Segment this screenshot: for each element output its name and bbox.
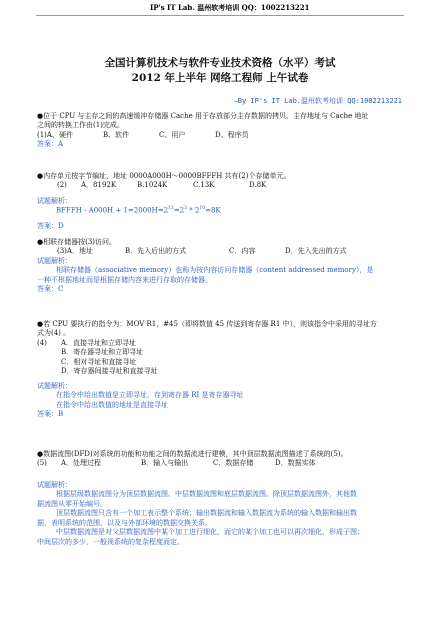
q3-options: [37, 247, 407, 256]
q4-option-a: A．直接寻址和立即寻址: [61, 338, 137, 347]
q1-options: [37, 131, 407, 140]
q5-option-a: A．处理过程: [61, 459, 102, 468]
q4-stem-line1: ●若 CPU 要执行的指令为：MOV R1，#45（即将数值 45 传送到寄存器 R1 中），则该指令中采用的寻址方: [37, 320, 377, 328]
q1-stem-line2: 之间的转换工作由(1)完成。: [37, 121, 124, 130]
q4-option-d: D．寄存器间接寻址和直接寻址: [61, 367, 158, 376]
q3-analysis-label: 试题解析：: [37, 256, 72, 265]
q3-option-c: C．内容: [229, 247, 256, 256]
q1-option-c: C、用户: [159, 130, 186, 139]
question-3: [37, 238, 407, 295]
q3-stem: ●相联存储器按(3)访问。: [37, 238, 117, 246]
q2-options: [37, 181, 407, 190]
doc-title-line1: 全国计算机技术与软件专业技术资格（水平）考试: [104, 57, 336, 69]
q2-analysis: BFFFH - $A000H + 1=2000H=2^{13}=2^3 * 2^{10}=8K$: [56, 206, 221, 215]
q4-option-b: B．寄存器寻址和立即寻址: [61, 348, 144, 357]
q5-option-b: B．输入与输出: [141, 459, 189, 468]
q4-option-c: C．相对寻址和直接寻址: [61, 357, 137, 366]
q5-analysis-p2: 顶层数据流图只含有一个加工表示整个系统；输出数据流和输入数据流为系统的输入数据和输出数: [56, 509, 357, 518]
question-4: [37, 320, 407, 419]
q2-option-a: A．8192K: [81, 181, 117, 190]
q4-analysis-line1: 在指令中给出数值是立即寻址，存到寄存器 RI 是寄存器寻址: [56, 391, 244, 400]
q1-option-a: (1)A、硬件: [37, 130, 73, 139]
q5-analysis-p2b: 据，表明系统的范围，以及与外部环境的数据交换关系。: [37, 518, 212, 527]
q5-option-c: C．数据存储: [213, 459, 254, 468]
q1-stem-line1: ●位于 CPU 与主存之间的高速缓冲存储器 Cache 用于存放部分主存数据的拷贝，主存地址与 Cache 地址: [37, 112, 369, 120]
q4-stem-line2: 式为(4) 。: [37, 329, 71, 338]
q4-analysis-label: 试题解析：: [37, 381, 72, 390]
q5-option-d: D．数据实体: [275, 459, 316, 468]
q3-answer: 答案：C: [37, 285, 64, 294]
q5-stem: ●数据流图(DFD)对系统的功能和功能之间的数据流进行建模，其中顶层数据流图描述了系统的(5)。: [37, 450, 348, 458]
q2-option-c: C.13K: [193, 181, 215, 190]
q3-option-d: D．先入先出的方式: [285, 247, 347, 256]
credit-line: —By IP's IT Lab.温州软考培训 QQ:1002213221: [233, 97, 402, 105]
q5-analysis-p3: 中层数据流图是对父层数据流图中某个加工进行细化，而它的某个加工也可以再次细化，形成子图；: [56, 528, 364, 537]
q1-option-b: B、软件: [103, 130, 130, 139]
q4-analysis-line2: 在指令中给出数值的地址是直接寻址: [56, 400, 168, 409]
q5-options: [37, 459, 407, 468]
q2-stem: ●内存单元按字节编址，地址 0000A000H～0000BFFFH 共有(2)个存储单元。: [37, 172, 291, 180]
doc-title-line2: 2012 年上半年 网络工程师 上午试卷: [131, 72, 309, 84]
q2-option-d: D.8K: [249, 181, 267, 190]
q4-answer: 答案：B: [37, 409, 64, 418]
question-1: [37, 112, 407, 150]
q1-answer: 答案：A: [37, 140, 64, 149]
q5-analysis-p3b: 中间层次的多少，一般视系统的复杂程度而定。: [37, 537, 184, 546]
q4-options: [37, 339, 407, 377]
q2-answer: 答案：D: [37, 222, 64, 231]
page-header: IP's IT Lab. 温州软考培训 QQ：1002213221: [150, 3, 310, 12]
question-5: [37, 450, 407, 547]
header-divider: [36, 15, 404, 16]
q2-number: (2): [57, 181, 67, 190]
q5-analysis-p1b: 据流图从零开始编号。: [37, 499, 107, 508]
question-2: [37, 172, 407, 232]
q5-number: (5): [37, 459, 47, 468]
q4-number: (4): [37, 338, 47, 347]
q2-analysis-label: 试题解析：: [37, 196, 72, 205]
q3-option-a: (3)A．地址: [57, 247, 93, 256]
q3-option-b: B．先入后出的方式: [125, 247, 187, 256]
q3-analysis-line2: 一种不根据地址而是根据存储内容来进行存取的存储器。: [37, 275, 212, 284]
q3-analysis-line1: 相联存储器（associative memory）也称为按内容访问存储器（content addressed memory），是: [56, 266, 374, 275]
q2-option-b: B.1024K: [137, 181, 168, 190]
q1-option-d: D、程序员: [215, 130, 249, 139]
q5-analysis-label: 试题解析：: [37, 480, 72, 489]
q5-analysis-p1: 根据层级数据流图分为顶层数据流图、中层数据流图和底层数据流图。除顶层数据流图外，其他数: [56, 490, 357, 499]
